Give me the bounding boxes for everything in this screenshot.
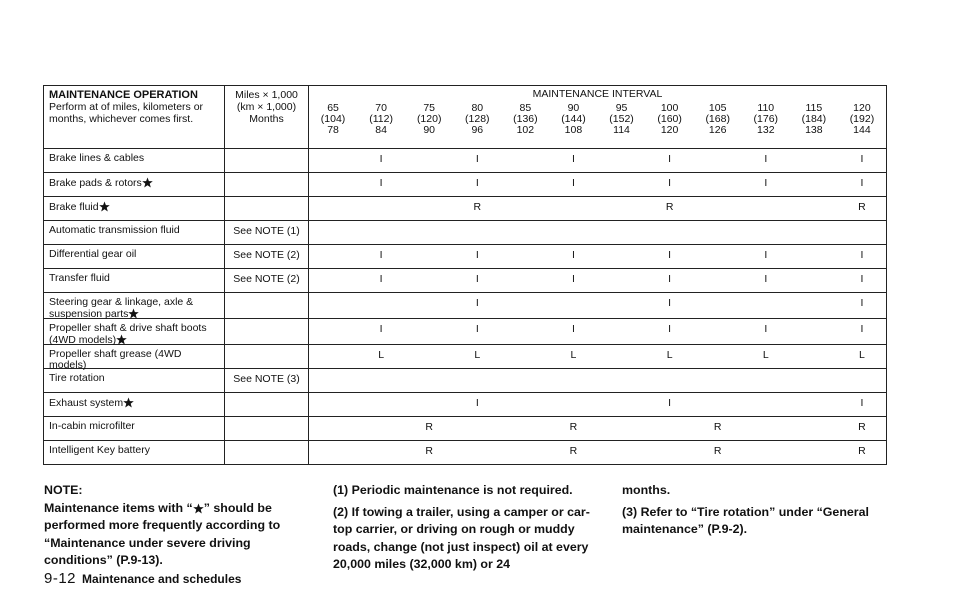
page-footer — [44, 570, 241, 587]
item-label-text: Transfer fluid — [49, 272, 110, 284]
interval-mark — [309, 445, 357, 457]
interval-km: (104) — [320, 113, 346, 125]
interval-marks — [309, 319, 886, 335]
table-row — [44, 393, 887, 417]
page-number: 9-12 — [44, 570, 77, 587]
interval-mark — [501, 349, 549, 361]
interval-mark — [549, 397, 597, 409]
interval-mark — [742, 421, 790, 433]
interval-column-header — [646, 103, 694, 136]
interval-miles: 105 — [708, 102, 727, 114]
interval-mark — [501, 177, 549, 189]
interval-mark — [597, 397, 645, 409]
note-3: (3) Refer to “Tire rotation” under “General maintenance” (P.9-2). — [622, 504, 869, 536]
interval-marks — [309, 369, 886, 373]
interval-mark — [790, 421, 838, 433]
interval-km: (168) — [705, 113, 730, 125]
item-label-text: Steering gear & linkage, axle & suspension parts — [49, 296, 194, 320]
item-label-text: Brake lines & cables — [49, 152, 145, 164]
interval-mark — [405, 323, 453, 335]
item-label — [44, 269, 224, 292]
operation-description: Perform at of miles, kilometers or months, whichever comes first. — [49, 101, 204, 125]
interval-months: 78 — [327, 124, 339, 136]
interval-mark: I — [475, 177, 479, 189]
interval-mark: R — [858, 445, 866, 457]
interval-mark — [742, 445, 790, 457]
interval-mark: I — [764, 177, 768, 189]
interval-mark — [405, 177, 453, 189]
interval-column-header — [694, 103, 742, 136]
interval-mark: I — [764, 273, 768, 285]
interval-mark — [501, 153, 549, 165]
interval-mark — [357, 445, 405, 457]
interval-mark — [453, 421, 501, 433]
interval-marks — [309, 197, 886, 213]
interval-columns — [309, 103, 886, 136]
item-label-text: Exhaust system — [49, 397, 124, 409]
interval-months: 96 — [471, 124, 484, 136]
interval-mark — [790, 445, 838, 457]
interval-mark: L — [859, 349, 865, 361]
interval-mark: I — [475, 273, 479, 285]
interval-mark: I — [571, 177, 575, 189]
item-note: See NOTE (3) — [233, 373, 300, 385]
section-title: Maintenance and schedules — [82, 572, 242, 586]
interval-km: (120) — [416, 113, 442, 125]
interval-mark: I — [475, 249, 479, 261]
interval-mark: I — [860, 397, 864, 409]
item-note — [225, 441, 308, 445]
interval-marks — [309, 441, 886, 457]
item-label — [44, 393, 224, 416]
interval-mark: I — [860, 153, 864, 165]
interval-mark: I — [860, 249, 864, 261]
interval-mark: L — [666, 349, 673, 361]
interval-mark — [309, 153, 357, 165]
interval-miles: 70 — [375, 102, 387, 114]
item-label — [44, 441, 224, 464]
table-row — [44, 319, 887, 345]
interval-marks — [309, 269, 886, 285]
interval-mark: R — [425, 445, 433, 457]
item-note — [225, 149, 308, 153]
interval-mark — [694, 177, 742, 189]
interval-miles: 75 — [423, 102, 436, 114]
interval-mark — [405, 273, 453, 285]
interval-mark: I — [571, 273, 575, 285]
interval-miles: 115 — [805, 102, 823, 114]
item-label-text: Differential gear oil — [49, 248, 137, 260]
interval-mark — [597, 445, 645, 457]
item-note — [225, 319, 308, 323]
note-1: (1) Periodic maintenance is not required. — [333, 483, 573, 497]
months-unit: Months — [249, 113, 284, 125]
interval-mark: I — [668, 273, 672, 285]
interval-mark — [790, 153, 838, 165]
interval-mark: R — [858, 201, 866, 213]
interval-km: (152) — [609, 113, 634, 125]
maintenance-schedule-table — [43, 85, 887, 465]
interval-mark: I — [860, 297, 864, 309]
interval-mark — [790, 297, 838, 309]
interval-mark — [309, 249, 357, 261]
interval-mark: I — [379, 177, 383, 189]
table-row — [44, 245, 887, 269]
interval-column-header — [597, 103, 645, 136]
interval-mark: I — [668, 177, 672, 189]
item-note: See NOTE (2) — [233, 249, 300, 261]
interval-mark — [790, 349, 838, 361]
interval-miles: 95 — [615, 102, 628, 114]
interval-mark — [309, 177, 357, 189]
item-note — [225, 345, 308, 349]
interval-mark — [790, 177, 838, 189]
item-label-text: In-cabin microfilter — [49, 420, 135, 432]
interval-column-header — [357, 103, 405, 136]
interval-mark — [405, 249, 453, 261]
interval-months: 84 — [375, 124, 387, 136]
notes-column-1 — [44, 482, 316, 570]
interval-marks — [309, 221, 886, 225]
interval-mark: I — [764, 249, 768, 261]
item-note — [225, 173, 308, 177]
notes-column-2 — [333, 482, 605, 574]
interval-mark: I — [379, 249, 383, 261]
interval-marks — [309, 345, 886, 361]
interval-mark: R — [569, 445, 578, 457]
table-row — [44, 269, 887, 293]
item-label — [44, 345, 224, 371]
interval-mark — [597, 201, 645, 213]
interval-column-header — [501, 103, 549, 136]
interval-mark — [742, 397, 790, 409]
item-label — [44, 173, 224, 196]
interval-mark — [694, 201, 742, 213]
interval-mark — [597, 249, 645, 261]
item-note — [225, 393, 308, 397]
operation-title: MAINTENANCE OPERATION — [49, 89, 198, 101]
interval-column-header — [453, 103, 501, 136]
item-label-text: Intelligent Key battery — [49, 444, 150, 456]
item-label-text: Brake pads & rotors — [49, 177, 142, 189]
item-note — [225, 293, 308, 297]
interval-mark — [357, 421, 405, 433]
interval-mark: I — [668, 153, 672, 165]
note-2-continued: months. — [622, 483, 671, 497]
interval-mark — [694, 273, 742, 285]
interval-mark — [549, 297, 597, 309]
interval-mark — [309, 397, 357, 409]
interval-mark: I — [668, 249, 672, 261]
interval-mark: L — [378, 349, 385, 361]
interval-km: (184) — [801, 113, 827, 125]
table-row — [44, 197, 887, 221]
item-label — [44, 417, 224, 440]
interval-marks — [309, 393, 886, 409]
interval-column-header — [838, 103, 886, 136]
interval-mark: I — [764, 153, 768, 165]
interval-mark — [501, 445, 549, 457]
interval-mark: I — [860, 273, 864, 285]
interval-km: (144) — [561, 113, 586, 125]
interval-months: 108 — [564, 124, 583, 136]
interval-mark — [742, 201, 790, 213]
interval-mark — [309, 323, 357, 335]
star-icon — [128, 308, 139, 319]
interval-miles: 110 — [757, 102, 775, 114]
interval-mark: R — [713, 421, 722, 433]
interval-mark — [694, 397, 742, 409]
interval-months: 90 — [423, 124, 436, 136]
interval-mark — [742, 297, 790, 309]
interval-mark — [405, 153, 453, 165]
interval-column-header — [405, 103, 453, 136]
interval-mark — [405, 201, 453, 213]
interval-column-header — [790, 103, 838, 136]
interval-mark — [597, 297, 645, 309]
note-2: (2) If towing a trailer, using a camper or car-top carrier, or driving on rough or muddy roads, change (not just inspect) oil at every 20,000 miles (32,000 km) or 24 — [333, 504, 590, 571]
interval-mark — [501, 421, 549, 433]
star-icon — [116, 334, 127, 345]
units-header — [225, 86, 308, 125]
interval-mark — [501, 249, 549, 261]
interval-mark: I — [668, 323, 672, 335]
interval-mark — [790, 273, 838, 285]
interval-mark: R — [665, 201, 674, 213]
operation-header — [44, 86, 224, 125]
km-unit: (km × 1,000) — [236, 101, 297, 113]
star-icon — [123, 397, 134, 408]
interval-mark — [694, 349, 742, 361]
interval-mark: I — [860, 323, 864, 335]
interval-months: 114 — [613, 124, 630, 136]
table-row — [44, 173, 887, 197]
item-label — [44, 197, 224, 220]
interval-mark: I — [379, 153, 383, 165]
interval-mark — [790, 249, 838, 261]
interval-mark — [357, 297, 405, 309]
interval-mark — [694, 249, 742, 261]
interval-km: (176) — [753, 113, 779, 125]
interval-mark: R — [473, 201, 482, 213]
interval-mark — [597, 153, 645, 165]
interval-mark: I — [764, 323, 768, 335]
interval-marks — [309, 173, 886, 189]
interval-marks — [309, 417, 886, 433]
interval-months: 102 — [516, 124, 535, 136]
interval-mark: I — [379, 323, 383, 335]
interval-mark: L — [570, 349, 577, 361]
interval-mark — [646, 445, 694, 457]
interval-mark: I — [379, 273, 383, 285]
interval-mark: R — [425, 421, 433, 433]
interval-mark — [357, 397, 405, 409]
interval-mark — [790, 201, 838, 213]
interval-mark — [405, 297, 453, 309]
interval-mark: I — [668, 397, 672, 409]
interval-miles: 80 — [471, 102, 484, 114]
interval-miles: 120 — [853, 102, 871, 114]
header-row — [44, 86, 887, 149]
interval-km: (160) — [657, 113, 682, 125]
interval-marks — [309, 149, 886, 165]
interval-months: 132 — [757, 124, 775, 136]
interval-mark — [597, 323, 645, 335]
interval-mark — [646, 421, 694, 433]
item-note: See NOTE (1) — [233, 225, 300, 237]
interval-mark — [405, 349, 453, 361]
interval-mark: R — [569, 421, 578, 433]
interval-mark: I — [668, 297, 672, 309]
item-label — [44, 221, 224, 244]
interval-km: (112) — [369, 113, 393, 125]
interval-miles: 100 — [660, 102, 679, 114]
interval-mark: I — [571, 153, 575, 165]
interval-mark — [309, 349, 357, 361]
interval-miles: 90 — [567, 102, 580, 114]
interval-mark — [597, 421, 645, 433]
item-note — [225, 417, 308, 421]
table-row — [44, 369, 887, 393]
interval-mark: I — [571, 249, 575, 261]
interval-km: (128) — [465, 113, 490, 125]
interval-mark — [309, 421, 357, 433]
interval-km: (136) — [513, 113, 538, 125]
interval-mark — [694, 323, 742, 335]
interval-marks — [309, 245, 886, 261]
interval-column-header — [309, 103, 357, 136]
notes-heading: NOTE: — [44, 483, 83, 497]
interval-km: (192) — [849, 113, 875, 125]
interval-months: 120 — [660, 124, 679, 136]
item-label — [44, 369, 224, 392]
item-label — [44, 319, 224, 346]
interval-column-header — [742, 103, 790, 136]
miles-unit: Miles × 1,000 — [235, 89, 298, 101]
interval-mark: L — [474, 349, 481, 361]
table-row — [44, 149, 887, 173]
item-label — [44, 245, 224, 268]
interval-mark — [597, 349, 645, 361]
interval-mark — [309, 273, 357, 285]
interval-mark: I — [475, 397, 479, 409]
item-label — [44, 149, 224, 172]
interval-months: 126 — [708, 124, 727, 136]
interval-mark: I — [860, 177, 864, 189]
item-label-text: Propeller shaft grease (4WD models) — [49, 348, 182, 371]
interval-mark — [549, 201, 597, 213]
interval-months: 144 — [853, 124, 871, 136]
item-label — [44, 293, 224, 320]
interval-mark — [501, 323, 549, 335]
star-icon — [193, 503, 204, 514]
interval-mark: R — [858, 421, 866, 433]
table-row — [44, 417, 887, 441]
star-icon — [142, 177, 153, 188]
interval-mark — [453, 445, 501, 457]
interval-mark — [694, 297, 742, 309]
interval-title: MAINTENANCE INTERVAL — [532, 88, 663, 100]
interval-miles: 65 — [327, 102, 339, 114]
interval-mark: I — [571, 323, 575, 335]
table-row — [44, 293, 887, 319]
interval-column-header — [549, 103, 597, 136]
interval-mark: I — [475, 153, 479, 165]
item-note: See NOTE (2) — [233, 273, 300, 285]
interval-mark — [597, 273, 645, 285]
interval-mark: I — [475, 297, 479, 309]
item-label-text: Brake fluid — [49, 201, 99, 213]
interval-mark — [357, 201, 405, 213]
table-row — [44, 345, 887, 369]
interval-miles: 85 — [519, 102, 532, 114]
interval-mark — [597, 177, 645, 189]
interval-mark: I — [475, 323, 479, 335]
interval-mark — [405, 397, 453, 409]
item-label-text: Tire rotation — [49, 372, 105, 384]
item-note — [225, 197, 308, 201]
interval-mark — [694, 153, 742, 165]
notes-column-3 — [622, 482, 890, 539]
interval-marks — [309, 293, 886, 309]
interval-mark: R — [713, 445, 722, 457]
interval-mark — [790, 323, 838, 335]
interval-mark — [309, 201, 357, 213]
item-label-text: Automatic transmission fluid — [49, 224, 180, 236]
interval-mark — [501, 397, 549, 409]
item-label-text: Propeller shaft & drive shaft boots (4WD models) — [49, 322, 207, 346]
table-row — [44, 441, 887, 465]
star-icon — [99, 201, 110, 212]
interval-months: 138 — [805, 124, 823, 136]
interval-mark — [501, 273, 549, 285]
interval-mark: L — [762, 349, 769, 361]
interval-mark — [309, 297, 357, 309]
interval-mark — [501, 201, 549, 213]
interval-mark — [790, 397, 838, 409]
interval-mark — [501, 297, 549, 309]
table-row — [44, 221, 887, 245]
star-note: Maintenance items with “ ” should be performed more frequently according to “Maintenance under severe driving conditions” (P.9-13). — [44, 500, 281, 567]
